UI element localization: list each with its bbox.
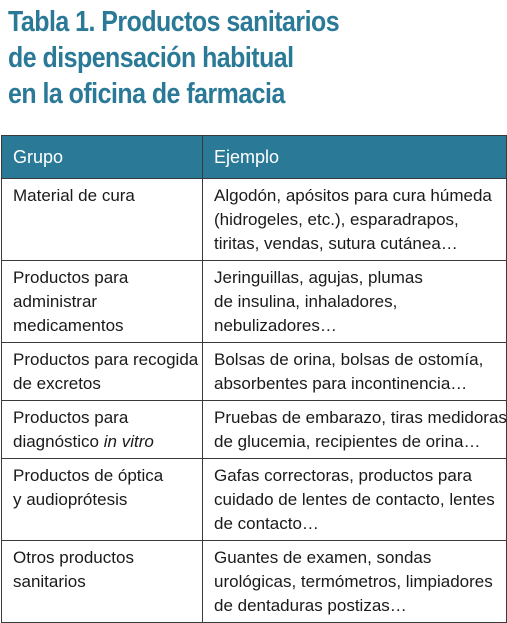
- cell-grupo: [2, 343, 203, 401]
- cell-line: y audioprótesis: [13, 490, 128, 509]
- cell-grupo: [2, 261, 203, 343]
- table-header-row: [2, 136, 507, 179]
- cell-line: de excretos: [13, 374, 101, 393]
- cell-line: absorbentes para incontinencia…: [214, 374, 468, 393]
- cell-grupo: [2, 179, 203, 261]
- cell-ejemplo: [203, 343, 507, 401]
- cell-line: cuidado de lentes de contacto, lentes: [214, 490, 495, 509]
- cell-line: de glucemia, recipientes de orina…: [214, 432, 481, 451]
- cell-line: Gafas correctoras, productos para: [214, 466, 472, 485]
- cell-line-italic: in vitro: [103, 432, 154, 451]
- table-row: [2, 179, 507, 261]
- cell-line: Jeringuillas, agujas, plumas: [214, 268, 423, 287]
- table-row: [2, 343, 507, 401]
- cell-ejemplo: [203, 541, 507, 623]
- cell-line-text: diagnóstico: [13, 432, 104, 451]
- cell-line: (hidrogeles, etc.), esparadrapos,: [214, 210, 459, 229]
- cell-line: Material de cura: [13, 186, 135, 205]
- table-row: [2, 261, 507, 343]
- title-line-1: Tabla 1. Productos sanitarios: [8, 6, 340, 38]
- table-title: [8, 4, 429, 112]
- cell-ejemplo: [203, 261, 507, 343]
- cell-line: [13, 430, 196, 454]
- cell-line: Pruebas de embarazo, tiras medidoras: [214, 408, 507, 427]
- cell-line: Guantes de examen, sondas: [214, 548, 432, 567]
- header-ejemplo: Ejemplo: [203, 136, 507, 179]
- table-row: [2, 541, 507, 623]
- cell-line: Bolsas de orina, bolsas de ostomía,: [214, 350, 484, 369]
- cell-grupo: [2, 541, 203, 623]
- cell-line: Otros productos: [13, 548, 134, 567]
- cell-grupo: [2, 401, 203, 459]
- cell-line: de dentaduras postizas…: [214, 596, 407, 615]
- cell-line: de contacto…: [214, 514, 319, 533]
- cell-ejemplo: [203, 401, 507, 459]
- cell-line: Algodón, apósitos para cura húmeda: [214, 186, 492, 205]
- products-table: [1, 135, 507, 623]
- table-row: [2, 401, 507, 459]
- cell-line: administrar: [13, 292, 98, 311]
- title-line-3: en la oficina de farmacia: [8, 78, 285, 110]
- cell-line: Productos para recogida: [13, 350, 199, 369]
- cell-line: tiritas, vendas, sutura cutánea…: [214, 234, 458, 253]
- cell-line: sanitarios: [13, 572, 86, 591]
- cell-grupo: [2, 459, 203, 541]
- cell-line: urológicas, termómetros, limpiadores: [214, 572, 493, 591]
- cell-line: Productos para: [13, 268, 129, 287]
- cell-line: medicamentos: [13, 316, 124, 335]
- cell-ejemplo: [203, 179, 507, 261]
- title-line-2: de dispensación habitual: [8, 42, 294, 74]
- table-row: [2, 459, 507, 541]
- cell-line: de insulina, inhaladores,: [214, 292, 398, 311]
- cell-line: Productos de óptica: [13, 466, 164, 485]
- header-grupo: Grupo: [2, 136, 203, 179]
- cell-line: nebulizadores…: [214, 316, 337, 335]
- cell-ejemplo: [203, 459, 507, 541]
- cell-line: Productos para: [13, 408, 129, 427]
